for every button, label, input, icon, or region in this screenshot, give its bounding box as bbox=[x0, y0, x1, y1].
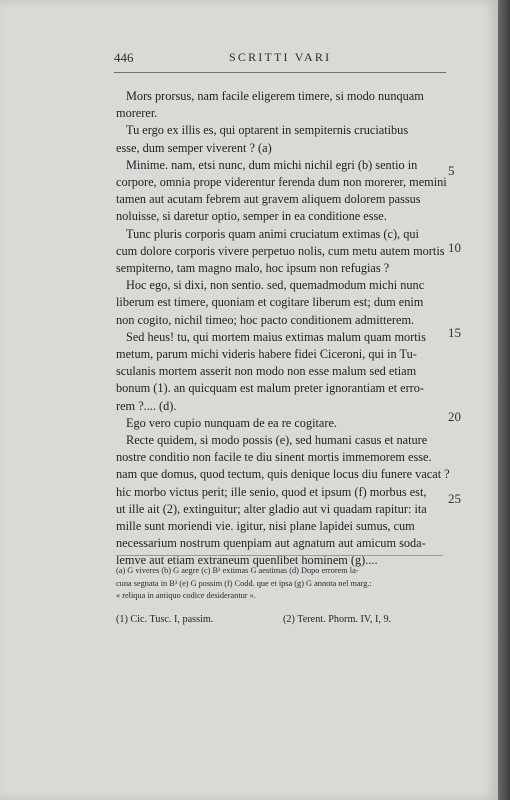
text-line: Sed heus! tu, qui mortem maius extimas malum quam mortis bbox=[126, 329, 426, 344]
critical-apparatus bbox=[116, 565, 443, 603]
text-line: hic morbo victus perit; ille senio, quod et ipsum (f) morbus est, bbox=[116, 484, 427, 499]
line-number: 15 bbox=[448, 325, 461, 340]
text-line: sempiterno, tam magno malo, hoc ipsum non refugias ? bbox=[116, 261, 390, 276]
text-line: nam que domus, quod tectum, quis denique locus diu funere vacat ? bbox=[116, 467, 450, 482]
apparatus-line: cuna segnata in B³ (e) G possim (f) Codd. que et ipsa (g) G annota nel marg.: bbox=[116, 578, 372, 588]
page-header bbox=[114, 50, 446, 72]
header-rule bbox=[114, 72, 446, 73]
text-line: esse, dum semper viverent ? (a) bbox=[116, 140, 272, 155]
text-line: nostre conditio non facile te diu sinent mortis immemorem esse. bbox=[116, 450, 432, 465]
text-line: rem ?.... (d). bbox=[116, 398, 177, 413]
text-line: Tunc pluris corporis quam animi cruciatum extimas (c), qui bbox=[126, 226, 419, 241]
text-line: lemve aut etiam extraneum quenlibet hominem (g).... bbox=[116, 553, 378, 568]
notes-divider bbox=[116, 555, 443, 556]
text-line: Minime. nam, etsi nunc, dum michi nichil egri (b) sentio in bbox=[126, 157, 418, 172]
text-line: metum, parum michi videris habere fidei Ciceroni, qui in Tu- bbox=[116, 347, 417, 362]
running-title: SCRITTI VARI bbox=[229, 50, 332, 64]
text-line: cum dolore corporis vivere perpetuo nolis, cum metu autem mortis bbox=[116, 243, 445, 258]
text-line: Mors prorsus, nam facile eligerem timere, si modo nunquam bbox=[126, 89, 424, 103]
page-number: 446 bbox=[114, 50, 134, 65]
line-number: 20 bbox=[448, 409, 461, 424]
text-line: Tu ergo ex illis es, qui optarent in sempiternis cruciatibus bbox=[126, 123, 409, 138]
text-line: Ego vero cupio nunquam de ea re cogitare. bbox=[126, 415, 338, 430]
text-line: tamen aut acutam febrem aut gravem aliquem dolorem passus bbox=[116, 192, 421, 207]
text-line: corpore, omnia prope viderentur ferenda dum non morerer, memini bbox=[116, 175, 447, 190]
text-line: morerer. bbox=[116, 106, 158, 121]
apparatus-line: « reliqua in antiquo codice desiderantur ». bbox=[116, 591, 256, 600]
text-line: sculanis mortem asserit non modo non esse malum sed etiam bbox=[116, 364, 417, 379]
page-edge-shadow bbox=[498, 0, 510, 800]
main-text bbox=[116, 88, 450, 570]
footnote-2: (2) Terent. Phorm. IV, I, 9. bbox=[283, 614, 392, 625]
text-line: ut ille ait (2), extinguitur; alter gladio aut vi quadam rapitur: ita bbox=[116, 501, 427, 516]
apparatus-line: (a) G viveres (b) G aegre (c) B³ extimas G aestimas (d) Dopo errorem la- bbox=[116, 566, 359, 575]
line-number: 5 bbox=[448, 163, 455, 178]
text-line: non cogito, nichil timeo; hoc pacto conditionem admitterem. bbox=[116, 312, 415, 327]
text-line: Hoc ego, si dixi, non sentio. sed, quemadmodum michi nunc bbox=[126, 278, 425, 293]
text-line: bonum (1). an quicquam est malum preter ignorantiam et erro- bbox=[116, 381, 425, 396]
text-line: liberum est timere, quoniam et cogitare liberum est; dum enim bbox=[116, 295, 424, 310]
text-line: Recte quidem, si modo possis (e), sed humani casus et nature bbox=[126, 433, 428, 448]
text-line: mille sunt moriendi vie. igitur, nisi plane lapidei sumus, cum bbox=[116, 519, 415, 534]
footnote-1: (1) Cic. Tusc. I, passim. bbox=[116, 614, 214, 625]
text-line: noluisse, si daretur optio, semper in ea conditione esse. bbox=[116, 209, 387, 224]
line-number: 10 bbox=[448, 240, 461, 255]
line-number: 25 bbox=[448, 491, 461, 506]
text-line: necessarium nostrum quenpiam aut agnatum aut amicum soda- bbox=[116, 536, 426, 551]
